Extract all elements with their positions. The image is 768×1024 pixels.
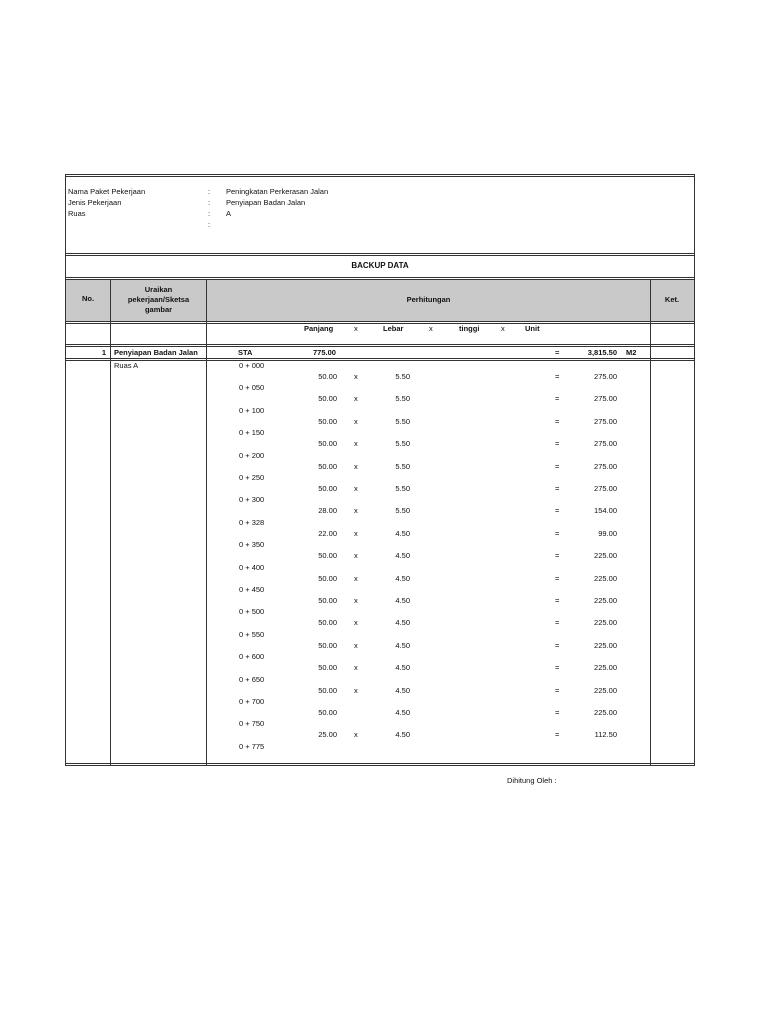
- calc-panjang: 50.00: [318, 708, 337, 717]
- header-uraian-2: pekerjaan/Sketsa: [127, 295, 190, 304]
- calc-panjang: 28.00: [318, 506, 337, 516]
- calc-result: 275.00: [594, 484, 617, 493]
- station-label: 0 + 750: [239, 719, 265, 729]
- calc-result: 275.00: [594, 461, 617, 471]
- calc-equals: =: [555, 394, 560, 404]
- info-label: Ruas: [68, 209, 86, 218]
- calc-panjang: 22.00: [318, 528, 337, 538]
- station-label: 0 + 250: [239, 473, 265, 482]
- calc-lebar: 5.50: [395, 439, 410, 449]
- calc-result: 225.00: [594, 596, 617, 605]
- calc-equals: =: [555, 730, 560, 740]
- item-sta-label: STA: [238, 348, 253, 357]
- calc-times: x: [354, 551, 358, 561]
- station-label: 0 + 450: [239, 585, 265, 594]
- calc-panjang: 50.00: [318, 618, 337, 628]
- calc-lebar: 4.50: [395, 708, 410, 717]
- info-value: A: [226, 209, 232, 218]
- calc-result: 225.00: [594, 708, 617, 717]
- calc-result: 275.00: [594, 439, 617, 449]
- calc-times: x: [354, 573, 358, 583]
- station-label: 0 + 050: [239, 383, 265, 393]
- calc-equals: =: [555, 708, 560, 717]
- calc-times: x: [354, 730, 358, 740]
- item-total: 3,815.50: [587, 348, 617, 357]
- calc-panjang: 50.00: [318, 573, 337, 583]
- header-ket: Ket.: [664, 295, 680, 304]
- station-label: 0 + 700: [239, 697, 265, 706]
- calc-equals: =: [555, 484, 560, 493]
- station-label: 0 + 550: [239, 629, 265, 639]
- calc-panjang: 50.00: [318, 416, 337, 426]
- footer-dihitung-oleh: Dihitung Oleh :: [507, 776, 557, 785]
- info-sep: :: [208, 209, 211, 218]
- info-label: Nama Paket Pekerjaan: [68, 187, 146, 196]
- header-perhitungan: Perhitungan: [406, 295, 451, 304]
- calc-lebar: 5.50: [395, 416, 410, 426]
- calc-result: 225.00: [594, 573, 617, 583]
- header-no: No.: [81, 294, 95, 303]
- subheader-x: x: [501, 324, 505, 333]
- info-sep: :: [208, 220, 211, 229]
- calc-lebar: 5.50: [395, 372, 410, 381]
- station-label: 0 + 650: [239, 674, 265, 684]
- subheader-panjang: Panjang: [304, 324, 334, 333]
- item-unit: M2: [626, 348, 637, 357]
- calc-equals: =: [555, 573, 560, 583]
- calc-lebar: 5.50: [395, 484, 410, 493]
- station-label: 0 + 200: [239, 450, 265, 460]
- calc-lebar: 4.50: [395, 618, 410, 628]
- calc-times: x: [354, 528, 358, 538]
- calc-result: 275.00: [594, 416, 617, 426]
- calc-times: x: [354, 372, 358, 381]
- calc-lebar: 5.50: [395, 394, 410, 404]
- station-label: 0 + 600: [239, 652, 265, 662]
- calc-panjang: 25.00: [318, 730, 337, 740]
- calc-result: 154.00: [594, 506, 617, 516]
- calc-times: x: [354, 685, 358, 695]
- calc-panjang: 50.00: [318, 394, 337, 404]
- item-name: Penyiapan Badan Jalan: [114, 348, 198, 357]
- station-label: 0 + 000: [239, 361, 265, 370]
- calc-equals: =: [555, 372, 560, 381]
- calc-lebar: 4.50: [395, 685, 410, 695]
- calc-lebar: 4.50: [395, 640, 410, 650]
- calc-panjang: 50.00: [318, 439, 337, 449]
- calc-equals: =: [555, 685, 560, 695]
- calc-equals: =: [555, 618, 560, 628]
- calc-panjang: 50.00: [318, 372, 337, 381]
- calc-result: 112.50: [594, 730, 617, 740]
- station-label: 0 + 400: [239, 562, 265, 572]
- calc-result: 275.00: [594, 372, 617, 381]
- item-equals: =: [555, 348, 560, 357]
- calc-lebar: 4.50: [395, 551, 410, 561]
- calc-result: 225.00: [594, 618, 617, 628]
- calc-equals: =: [555, 551, 560, 561]
- subheader-x: x: [429, 324, 433, 333]
- info-sep: :: [208, 187, 211, 196]
- calc-times: x: [354, 596, 358, 605]
- calc-result: 225.00: [594, 551, 617, 561]
- calc-result: 99.00: [598, 528, 617, 538]
- info-value: Penyiapan Badan Jalan: [226, 198, 306, 207]
- calc-equals: =: [555, 596, 560, 605]
- calc-result: 225.00: [594, 663, 617, 673]
- page-title: BACKUP DATA: [351, 261, 409, 270]
- header-uraian-3: gambar: [144, 305, 173, 314]
- calc-lebar: 5.50: [395, 461, 410, 471]
- calc-times: x: [354, 618, 358, 628]
- calc-panjang: 50.00: [318, 551, 337, 561]
- calc-panjang: 50.00: [318, 484, 337, 493]
- calc-times: x: [354, 461, 358, 471]
- calc-panjang: 50.00: [318, 461, 337, 471]
- calc-lebar: 4.50: [395, 663, 410, 673]
- calc-times: x: [354, 506, 358, 516]
- calc-times: x: [354, 394, 358, 404]
- calc-lebar: 4.50: [395, 596, 410, 605]
- calc-result: 225.00: [594, 640, 617, 650]
- header-uraian-1: Uraikan: [144, 285, 173, 294]
- calc-panjang: 50.00: [318, 596, 337, 605]
- item-length: 775.00: [313, 348, 336, 357]
- item-ruas: Ruas A: [114, 361, 139, 370]
- calc-times: x: [354, 416, 358, 426]
- subheader-x: x: [354, 324, 358, 333]
- calc-equals: =: [555, 640, 560, 650]
- station-label: 0 + 350: [239, 540, 265, 550]
- info-value: Peningkatan Perkerasan Jalan: [226, 187, 329, 196]
- calc-equals: =: [555, 528, 560, 538]
- station-label: 0 + 775: [239, 741, 265, 751]
- station-label: 0 + 500: [239, 607, 265, 617]
- calc-result: 225.00: [594, 685, 617, 695]
- calc-times: x: [354, 640, 358, 650]
- calc-equals: =: [555, 461, 560, 471]
- station-label: 0 + 328: [239, 517, 265, 527]
- station-label: 0 + 100: [239, 405, 265, 415]
- calc-times: x: [354, 663, 358, 673]
- calc-times: x: [354, 439, 358, 449]
- subheader-tinggi: tinggi: [459, 324, 480, 333]
- item-no: 1: [101, 348, 106, 357]
- calc-lebar: 4.50: [395, 573, 410, 583]
- subheader-unit: Unit: [525, 324, 540, 333]
- station-label: 0 + 300: [239, 495, 265, 505]
- info-sep: :: [208, 198, 211, 207]
- calc-equals: =: [555, 416, 560, 426]
- calc-result: 275.00: [594, 394, 617, 404]
- calc-lebar: 4.50: [395, 730, 410, 740]
- station-label: 0 + 150: [239, 428, 265, 438]
- calc-panjang: 50.00: [318, 663, 337, 673]
- calc-panjang: 50.00: [318, 685, 337, 695]
- info-label: Jenis Pekerjaan: [68, 198, 122, 207]
- calc-times: x: [354, 484, 358, 493]
- calc-lebar: 4.50: [395, 528, 410, 538]
- calc-equals: =: [555, 663, 560, 673]
- calc-lebar: 5.50: [395, 506, 410, 516]
- calc-panjang: 50.00: [318, 640, 337, 650]
- calc-equals: =: [555, 506, 560, 516]
- calc-equals: =: [555, 439, 560, 449]
- subheader-lebar: Lebar: [383, 324, 404, 333]
